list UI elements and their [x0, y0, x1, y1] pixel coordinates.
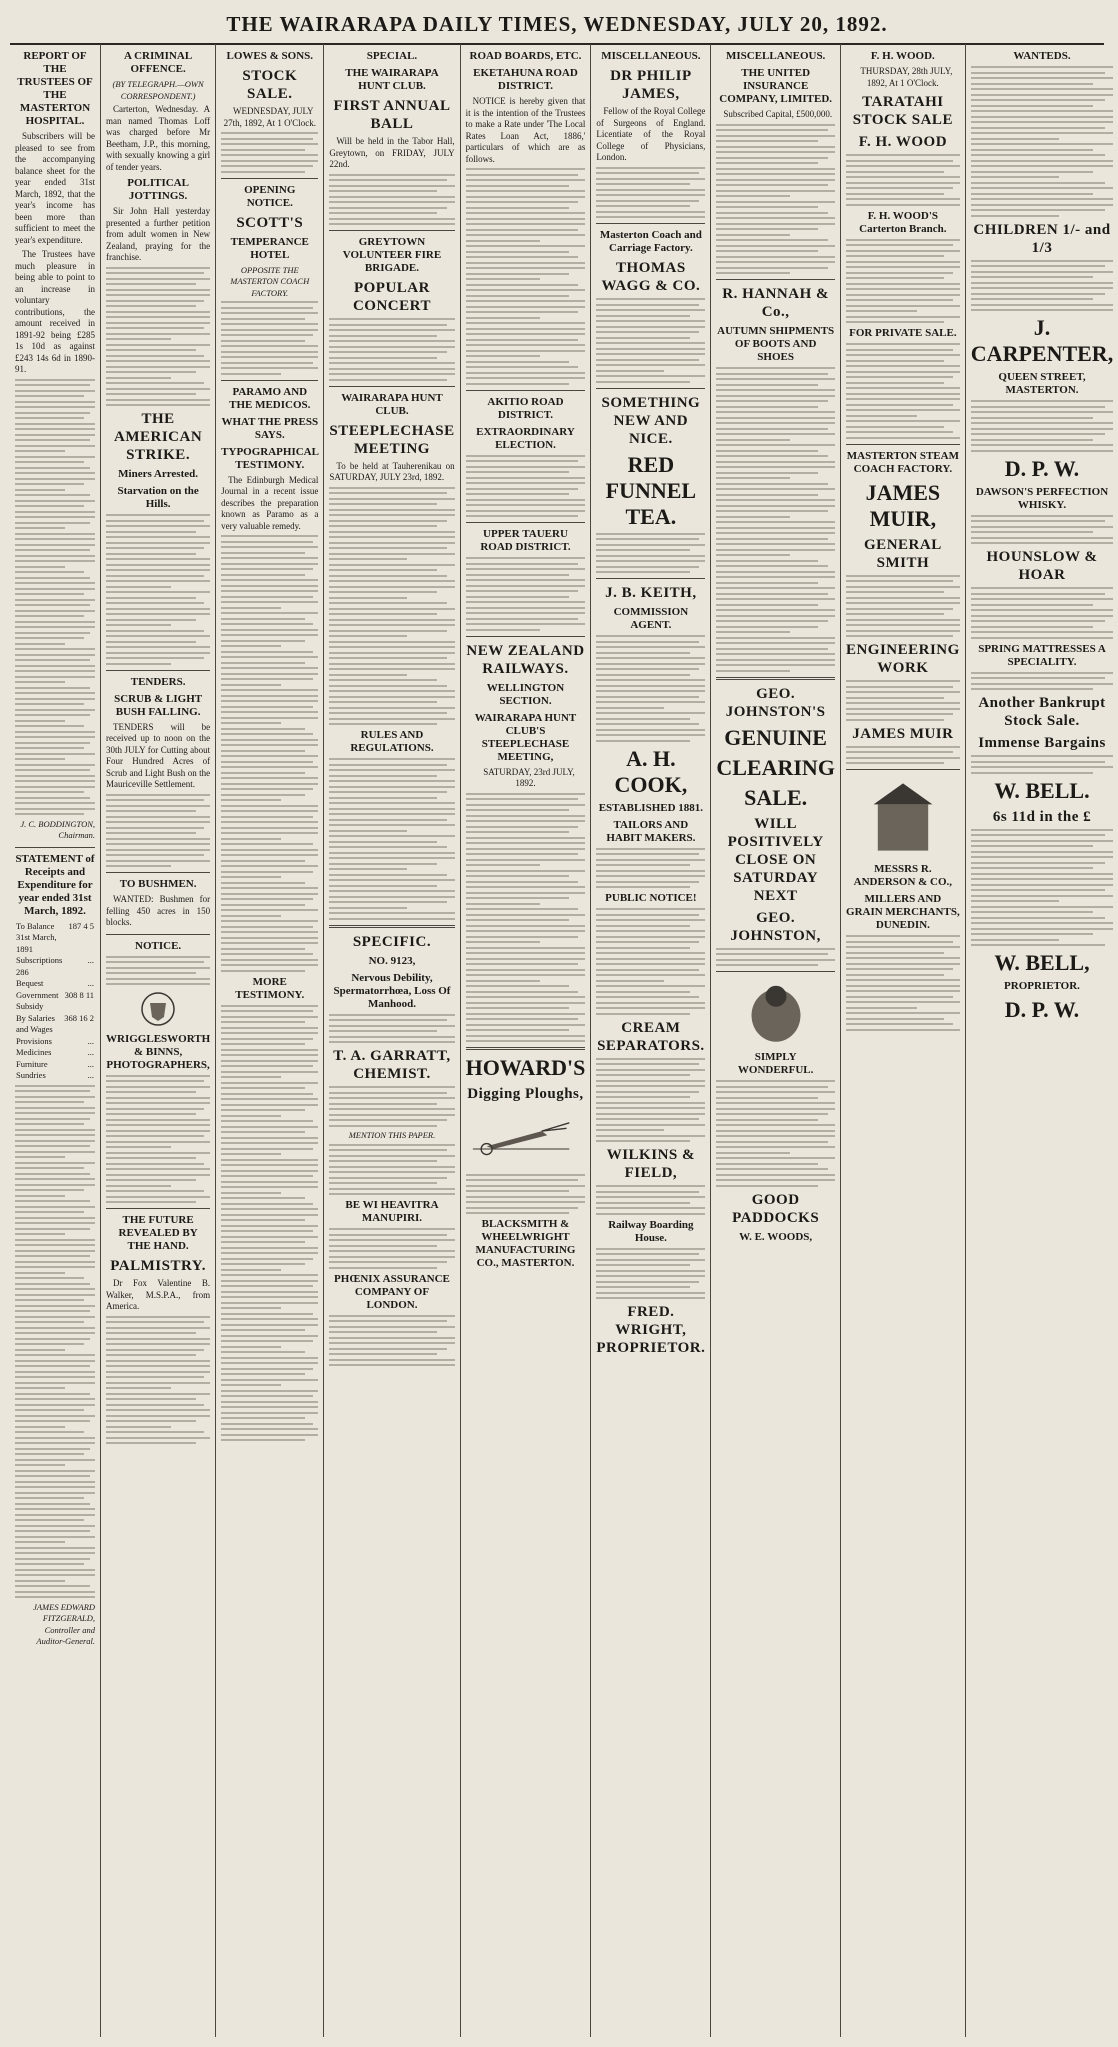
palmistry-heading: PALMISTRY. [110, 1258, 206, 1274]
divider [106, 934, 210, 935]
text-block [596, 298, 705, 383]
johnston-signoff: GEO. JOHNSTON, [730, 909, 821, 944]
text-block [596, 635, 705, 742]
steeplechase-text: To be held at Tauherenikau on SATURDAY, JULY 23rd, 1892. [329, 460, 455, 482]
wood-heading-2: F. H. WOOD [858, 134, 948, 150]
dr-james-text: Fellow of the Royal College of Surgeons of England. Licentiate of the Royal College of Physicians, London. [596, 106, 706, 162]
column-2 [101, 44, 216, 2037]
carterton-branch-heading: F. H. WOOD'S Carterton Branch. [859, 209, 947, 235]
popular-concert-heading: POPULAR CONCERT [352, 280, 431, 314]
columns [10, 44, 1114, 2037]
carpenter-heading: J. CARPENTER, [970, 315, 1114, 366]
divider [716, 971, 835, 972]
boots-shoes-heading: AUTUMN SHIPMENTS OF BOOTS AND SHOES [717, 325, 835, 363]
anderson-heading: MESSRS R. ANDERSON & CO., [853, 863, 953, 888]
photographers-heading: WRIGGLESWORTH & BINNS, PHOTOGRAPHERS, [106, 1032, 211, 1071]
ledger-row: Government Subsidy 308 8 11 [16, 989, 95, 1011]
steeplechase-date: SATURDAY, 23rd JULY, 1892. [483, 766, 575, 788]
miners-arrested-subhead: Miners Arrested. [118, 468, 199, 480]
text-block [221, 535, 318, 972]
established-heading: ESTABLISHED 1881. [598, 801, 704, 814]
eketahuna-heading: EKETAHUNA ROAD DISTRICT. [473, 67, 578, 92]
column-4 [324, 44, 460, 2037]
column-6 [591, 44, 711, 2037]
text-block [596, 167, 705, 219]
ledger-table [15, 921, 95, 1082]
divider [106, 1208, 210, 1209]
public-notice-heading: PUBLIC NOTICE! [605, 892, 697, 904]
stock-sale-heading: STOCK SALE. [242, 68, 298, 102]
stock-sale-date-2: THURSDAY, 28th JULY, 1892, At 1 O'Clock. [860, 66, 953, 88]
divider [329, 230, 454, 231]
specific-number: NO. 9123, [368, 954, 416, 967]
clearing-heading: CLEARING [716, 754, 835, 780]
text-block [716, 948, 835, 967]
text-block [971, 829, 1113, 947]
masthead: THE WAIRARAPA DAILY TIMES, WEDNESDAY, JULY 20, 1892. [10, 8, 1104, 45]
paramo-text: The Edinburgh Medical Journal in a recent issue describes the preparation known as Paramo as a very valuable remedy. [221, 474, 319, 531]
ledger-row: To Balance 31st March, 1891 187 4 5 [16, 920, 95, 954]
special-heading: SPECIAL. [366, 50, 418, 62]
millers-heading: MILLERS AND GRAIN MERCHANTS, DUNEDIN. [846, 893, 960, 931]
text-block [329, 758, 454, 920]
text-block [106, 267, 210, 407]
dawsons-whisky-heading: DAWSON'S PERFECTION WHISKY. [975, 485, 1109, 511]
w-bell-signoff: W. BELL, [994, 950, 1090, 975]
miscellaneous-heading: MISCELLANEOUS. [601, 50, 701, 62]
sale-heading: SALE. [744, 784, 808, 810]
dpw-heading: D. P. W. [1004, 455, 1080, 481]
text-block [596, 533, 705, 574]
steeplechase-heading: STEEPLECHASE MEETING [329, 422, 455, 457]
commission-agent-heading: COMMISSION AGENT. [613, 606, 689, 631]
woods-heading: W. E. WOODS, [739, 1230, 813, 1243]
maori-notice-heading: BE WI HEAVITRA MANUPIRI. [345, 1199, 439, 1224]
rules-heading: RULES AND REGULATIONS. [350, 729, 434, 754]
bankrupt-stock-heading: Another Bankrupt Stock Sale. [978, 695, 1106, 729]
text-block [106, 794, 210, 868]
pound-price-heading: 6s 11d in the £ [992, 808, 1092, 825]
tenders-heading: TENDERS. [130, 675, 186, 688]
paddocks-heading: GOOD PADDOCKS [732, 1191, 820, 1226]
stock-sale-date: WEDNESDAY, JULY 27th, 1892, At 1 O'Clock. [223, 106, 316, 128]
mention-paper: MENTION THIS PAPER. [348, 1130, 436, 1140]
text-block [329, 318, 454, 381]
children-price-heading: CHILDREN 1/- and 1/3 [973, 221, 1111, 256]
divider [466, 522, 586, 523]
wilkins-field-heading: WILKINS & FIELD, [606, 1147, 695, 1181]
cook-heading: A. H. COOK, [614, 745, 688, 797]
press-says-heading: WHAT THE PRESS SAYS. [221, 415, 319, 441]
political-jottings-heading: POLITICAL JOTTINGS. [127, 177, 189, 202]
divider [716, 279, 835, 280]
divider [106, 670, 210, 671]
text-block [466, 793, 586, 1043]
dpw-heading-2: D. P. W. [1004, 997, 1080, 1022]
upper-taueru-heading: UPPER TAUERU ROAD DISTRICT. [480, 528, 571, 553]
text-block [846, 343, 960, 439]
divider [596, 388, 705, 389]
hounslow-hoar-heading: HOUNSLOW & HOAR [986, 549, 1098, 583]
annual-ball-text: Will be held in the Tabor Hall, Greytown, on FRIDAY, JULY 22nd. [329, 136, 455, 169]
text-block [971, 755, 1113, 774]
text-block [596, 1058, 705, 1143]
railways-heading: NEW ZEALAND RAILWAYS. [466, 642, 585, 677]
opening-notice-heading: OPENING NOTICE. [244, 183, 296, 209]
coach-factory-heading: Masterton Coach and Carriage Factory. [599, 229, 702, 254]
dr-james-heading: DR PHILIP JAMES, [610, 68, 692, 102]
queen-street-heading: QUEEN STREET, MASTERTON. [998, 371, 1086, 396]
specific-heading: SPECIFIC. [352, 933, 432, 950]
thomas-wagg-heading: THOMAS WAGG & CO. [601, 260, 701, 294]
divider [596, 578, 705, 579]
text-block [106, 1075, 210, 1204]
bushmen-text: WANTED: Bushmen for felling 450 acres in 150 blocks. [106, 894, 211, 927]
hannah-heading: R. HANNAH & Co., [722, 286, 830, 320]
eketahuna-text: NOTICE is hereby given that it is the intention of the Trustees to make a Rate under 'The Local Rates Loan Act, 1886,' particulars of which are as follows. [465, 96, 586, 164]
chemist-heading: T. A. GARRATT, CHEMIST. [333, 1048, 451, 1082]
text-block [466, 168, 586, 385]
text-block [466, 557, 586, 631]
text-block [846, 575, 960, 638]
palmistry-intro: THE FUTURE REVEALED BY THE HAND. [118, 1214, 198, 1252]
text-block [106, 514, 210, 665]
text-block [971, 260, 1113, 312]
column-9 [966, 44, 1118, 2037]
text-block [971, 587, 1113, 639]
paramo-heading: PARAMO AND THE MEDICOS. [229, 385, 311, 411]
howards-heading: HOWARD'S [465, 1055, 586, 1080]
text-block [466, 1174, 586, 1215]
palmistry-text: Dr Fox Valentine B. Walker, M.S.P.A., from America. [106, 1278, 211, 1311]
criminal-offence-text: Carterton, Wednesday. A man named Thomas Loff was charged before Mr Beetham, J.P., this morning, with sexually knowing a girl of tender years. [106, 104, 211, 172]
text-block [716, 124, 835, 275]
scotts-heading: SCOTT'S [236, 214, 304, 231]
text-block [716, 1080, 835, 1187]
ledger-row: Subscriptions 286 ... [16, 955, 95, 977]
text-block [971, 515, 1113, 545]
notice-heading: NOTICE. [135, 939, 182, 952]
united-insurance-heading: THE UNITED INSURANCE COMPANY, LIMITED. [719, 67, 833, 105]
divider [329, 925, 454, 928]
divider [221, 178, 318, 179]
text-block [329, 174, 454, 226]
proprietor-label: PROPRIETOR. [1004, 980, 1080, 992]
digging-ploughs-heading: Digging Ploughs, [467, 1086, 584, 1102]
text-block [846, 746, 960, 765]
divider [846, 769, 960, 770]
divider [106, 872, 210, 873]
statement-title: STATEMENT of Receipts and Expenditure for year ended 31st March, 1892. [15, 852, 95, 917]
tailors-heading: TAILORS AND HABIT MAKERS. [606, 818, 696, 844]
typographical-heading: TYPOGRAPHICAL TESTIMONY. [221, 445, 319, 471]
hunt-club-heading-2: WAIRARAPA HUNT CLUB. [341, 391, 443, 417]
tenders-text: TENDERS will be received up to noon on the 30th JULY for Cutting about Four Hundred Acres of Scrub and Light Bush on the Mauriceville Settlement. [106, 721, 211, 789]
signoff: J. C. BODDINGTON, Chairman. [20, 818, 96, 840]
text-block [329, 487, 454, 726]
specific-ailments: Nervous Debility, Spermatorrhœa, Loss Of Manhood. [333, 971, 451, 1010]
text-block [846, 239, 960, 324]
text-block [329, 1086, 454, 1127]
ledger-row: Furniture ... [16, 1058, 95, 1069]
text-block [846, 154, 960, 206]
james-muir-heading-2: JAMES MUIR [852, 725, 954, 742]
divider [466, 390, 586, 391]
immense-bargains-heading: Immense Bargains [978, 735, 1106, 751]
engineering-work-heading: ENGINEERING WORK [845, 642, 960, 676]
blacksmith-company-heading: BLACKSMITH & WHEELWRIGHT MANUFACTURING CO., MASTERTON. [475, 1218, 576, 1269]
text-block [221, 1005, 318, 1442]
auditor-signoff: JAMES EDWARD FITZGERALD, Controller and Auditor-General. [33, 1601, 96, 1646]
ledger-row: Provisions ... [16, 1035, 95, 1046]
text-block [971, 672, 1113, 691]
telegraph-subhead: (BY TELEGRAPH.—OWN CORRESPONDENT.) [112, 79, 204, 101]
political-jottings-text: Sir John Hall yesterday presented a further petition from adult women in New Zealand, praying for the franchise. [106, 206, 211, 262]
general-smith-heading: GENERAL SMITH [864, 536, 942, 571]
taratahi-heading: TARATAHI STOCK SALE [852, 94, 953, 128]
text-block [596, 848, 705, 889]
column-3 [216, 44, 324, 2037]
text-block [846, 680, 960, 721]
ledger-row: By Salaries and Wages 368 16 2 [16, 1012, 95, 1034]
fred-wright-heading: FRED. WRIGHT, PROPRIETOR. [596, 1304, 706, 1356]
hospital-report-title: REPORT OF THE TRUSTEES OF THE MASTERTON HOSPITAL. [17, 50, 93, 127]
divider [716, 677, 835, 680]
text-block [221, 132, 318, 173]
text-block [329, 1014, 454, 1044]
divider [15, 847, 95, 848]
hospital-report-para-2: The Trustees have much pleasure in being able to point to an increase in voluntary contributions, the amount received in 1891-92 being £285 1s 10d as against £243 14s 6d in 1890-91. [15, 249, 96, 374]
text-block [221, 301, 318, 375]
more-testimony-heading: MORE TESTIMONY. [235, 975, 305, 1001]
private-sale-heading: FOR PRIVATE SALE. [849, 327, 957, 339]
hunt-club-heading: THE WAIRARAPA HUNT CLUB. [345, 67, 439, 92]
mill-illustration-icon [861, 775, 945, 859]
text-block [329, 1315, 454, 1367]
hospital-report-para-1: Subscribers will be pleased to see from the accompanying balance sheet for the year ended 31st March, 1892, that the year's income has been more than sufficient to meet the year's expenditure. [15, 131, 96, 245]
wood-heading: F. H. WOOD. [870, 50, 935, 62]
text-block [106, 956, 210, 986]
starvation-subhead: Starvation on the Hills. [117, 485, 199, 510]
extraordinary-election-heading: EXTRAORDINARY ELECTION. [476, 425, 575, 451]
ledger-row: Bequest ... [16, 978, 95, 988]
text-block [106, 1316, 210, 1445]
text-block [971, 66, 1113, 217]
wanteds-heading: WANTEDS. [1013, 50, 1071, 62]
column-5 [461, 44, 592, 2037]
text-block [846, 935, 960, 1031]
text-block [596, 1185, 705, 1215]
subscribed-capital: Subscribed Capital, £500,000. [723, 109, 833, 119]
miscellaneous-heading-2: MISCELLANEOUS. [725, 50, 826, 62]
ledger-row: Medicines ... [16, 1047, 95, 1057]
text-block [329, 1144, 454, 1196]
american-strike-heading: THE AMERICAN STRIKE. [114, 411, 203, 463]
column-8 [841, 44, 966, 2037]
red-funnel-heading: RED FUNNEL TEA. [605, 451, 697, 529]
text-block [971, 400, 1113, 452]
text-block [466, 455, 586, 518]
annual-ball-heading: FIRST ANNUAL BALL [333, 98, 451, 132]
wonderful-illustration-icon [741, 977, 811, 1047]
wellington-section-heading: WELLINGTON SECTION. [486, 681, 565, 707]
divider [596, 223, 705, 224]
royal-arms-icon [138, 989, 178, 1029]
fire-brigade-heading: GREYTOWN VOLUNTEER FIRE BRIGADE. [342, 236, 442, 274]
text-block [15, 1085, 95, 1599]
bushmen-heading: TO BUSHMEN. [119, 878, 197, 890]
steeplechase-meeting-heading: WAIRARAPA HUNT CLUB'S STEEPLECHASE MEETING, [474, 711, 577, 763]
lowes-sons-heading: LOWES & SONS. [226, 50, 314, 62]
divider [221, 380, 318, 381]
james-muir-heading: JAMES MUIR, [865, 479, 941, 531]
text-block [716, 367, 835, 672]
close-saturday-heading: WILL POSITIVELY CLOSE ON SATURDAY NEXT [727, 815, 824, 904]
johnston-heading: GEO. JOHNSTON'S [725, 685, 826, 720]
simply-wonderful-heading: SIMPLY WONDERFUL. [737, 1051, 814, 1076]
criminal-offence-heading: A CRIMINAL OFFENCE. [124, 50, 193, 75]
divider [466, 1047, 586, 1050]
steam-coach-heading: MASTERTON STEAM COACH FACTORY. [846, 449, 959, 475]
hotel-location: OPPOSITE THE MASTERTON COACH FACTORY. [230, 264, 310, 298]
keith-heading: J. B. KEITH, [605, 585, 697, 601]
ledger-row: Sundries ... [16, 1070, 95, 1080]
column-1 [10, 44, 101, 2037]
text-block [596, 908, 705, 1015]
scrub-falling-heading: SCRUB & LIGHT BUSH FALLING. [114, 692, 203, 718]
something-new-heading: SOMETHING NEW AND NICE. [601, 394, 701, 447]
road-boards-heading: ROAD BOARDS, ETC. [469, 50, 582, 62]
divider [846, 444, 960, 445]
mattresses-heading: SPRING MATTRESSES A SPECIALITY. [978, 642, 1106, 668]
temperance-hotel-heading: TEMPERANCE HOTEL [230, 235, 309, 261]
plough-illustration-icon [466, 1110, 576, 1166]
divider [466, 636, 586, 637]
text-block [329, 1228, 454, 1269]
phoenix-assurance-heading: PHŒNIX ASSURANCE COMPANY OF LONDON. [334, 1272, 450, 1311]
text-block [596, 1248, 705, 1300]
w-bell-heading: W. BELL. [994, 777, 1090, 803]
cream-separators-heading: CREAM SEPARATORS. [597, 1019, 705, 1054]
boarding-house-heading: Railway Boarding House. [608, 1218, 694, 1244]
genuine-heading: GENUINE [724, 724, 827, 750]
text-block [15, 379, 95, 816]
divider [329, 386, 454, 387]
akitio-heading: AKITIO ROAD DISTRICT. [487, 395, 564, 421]
column-7 [711, 44, 841, 2037]
